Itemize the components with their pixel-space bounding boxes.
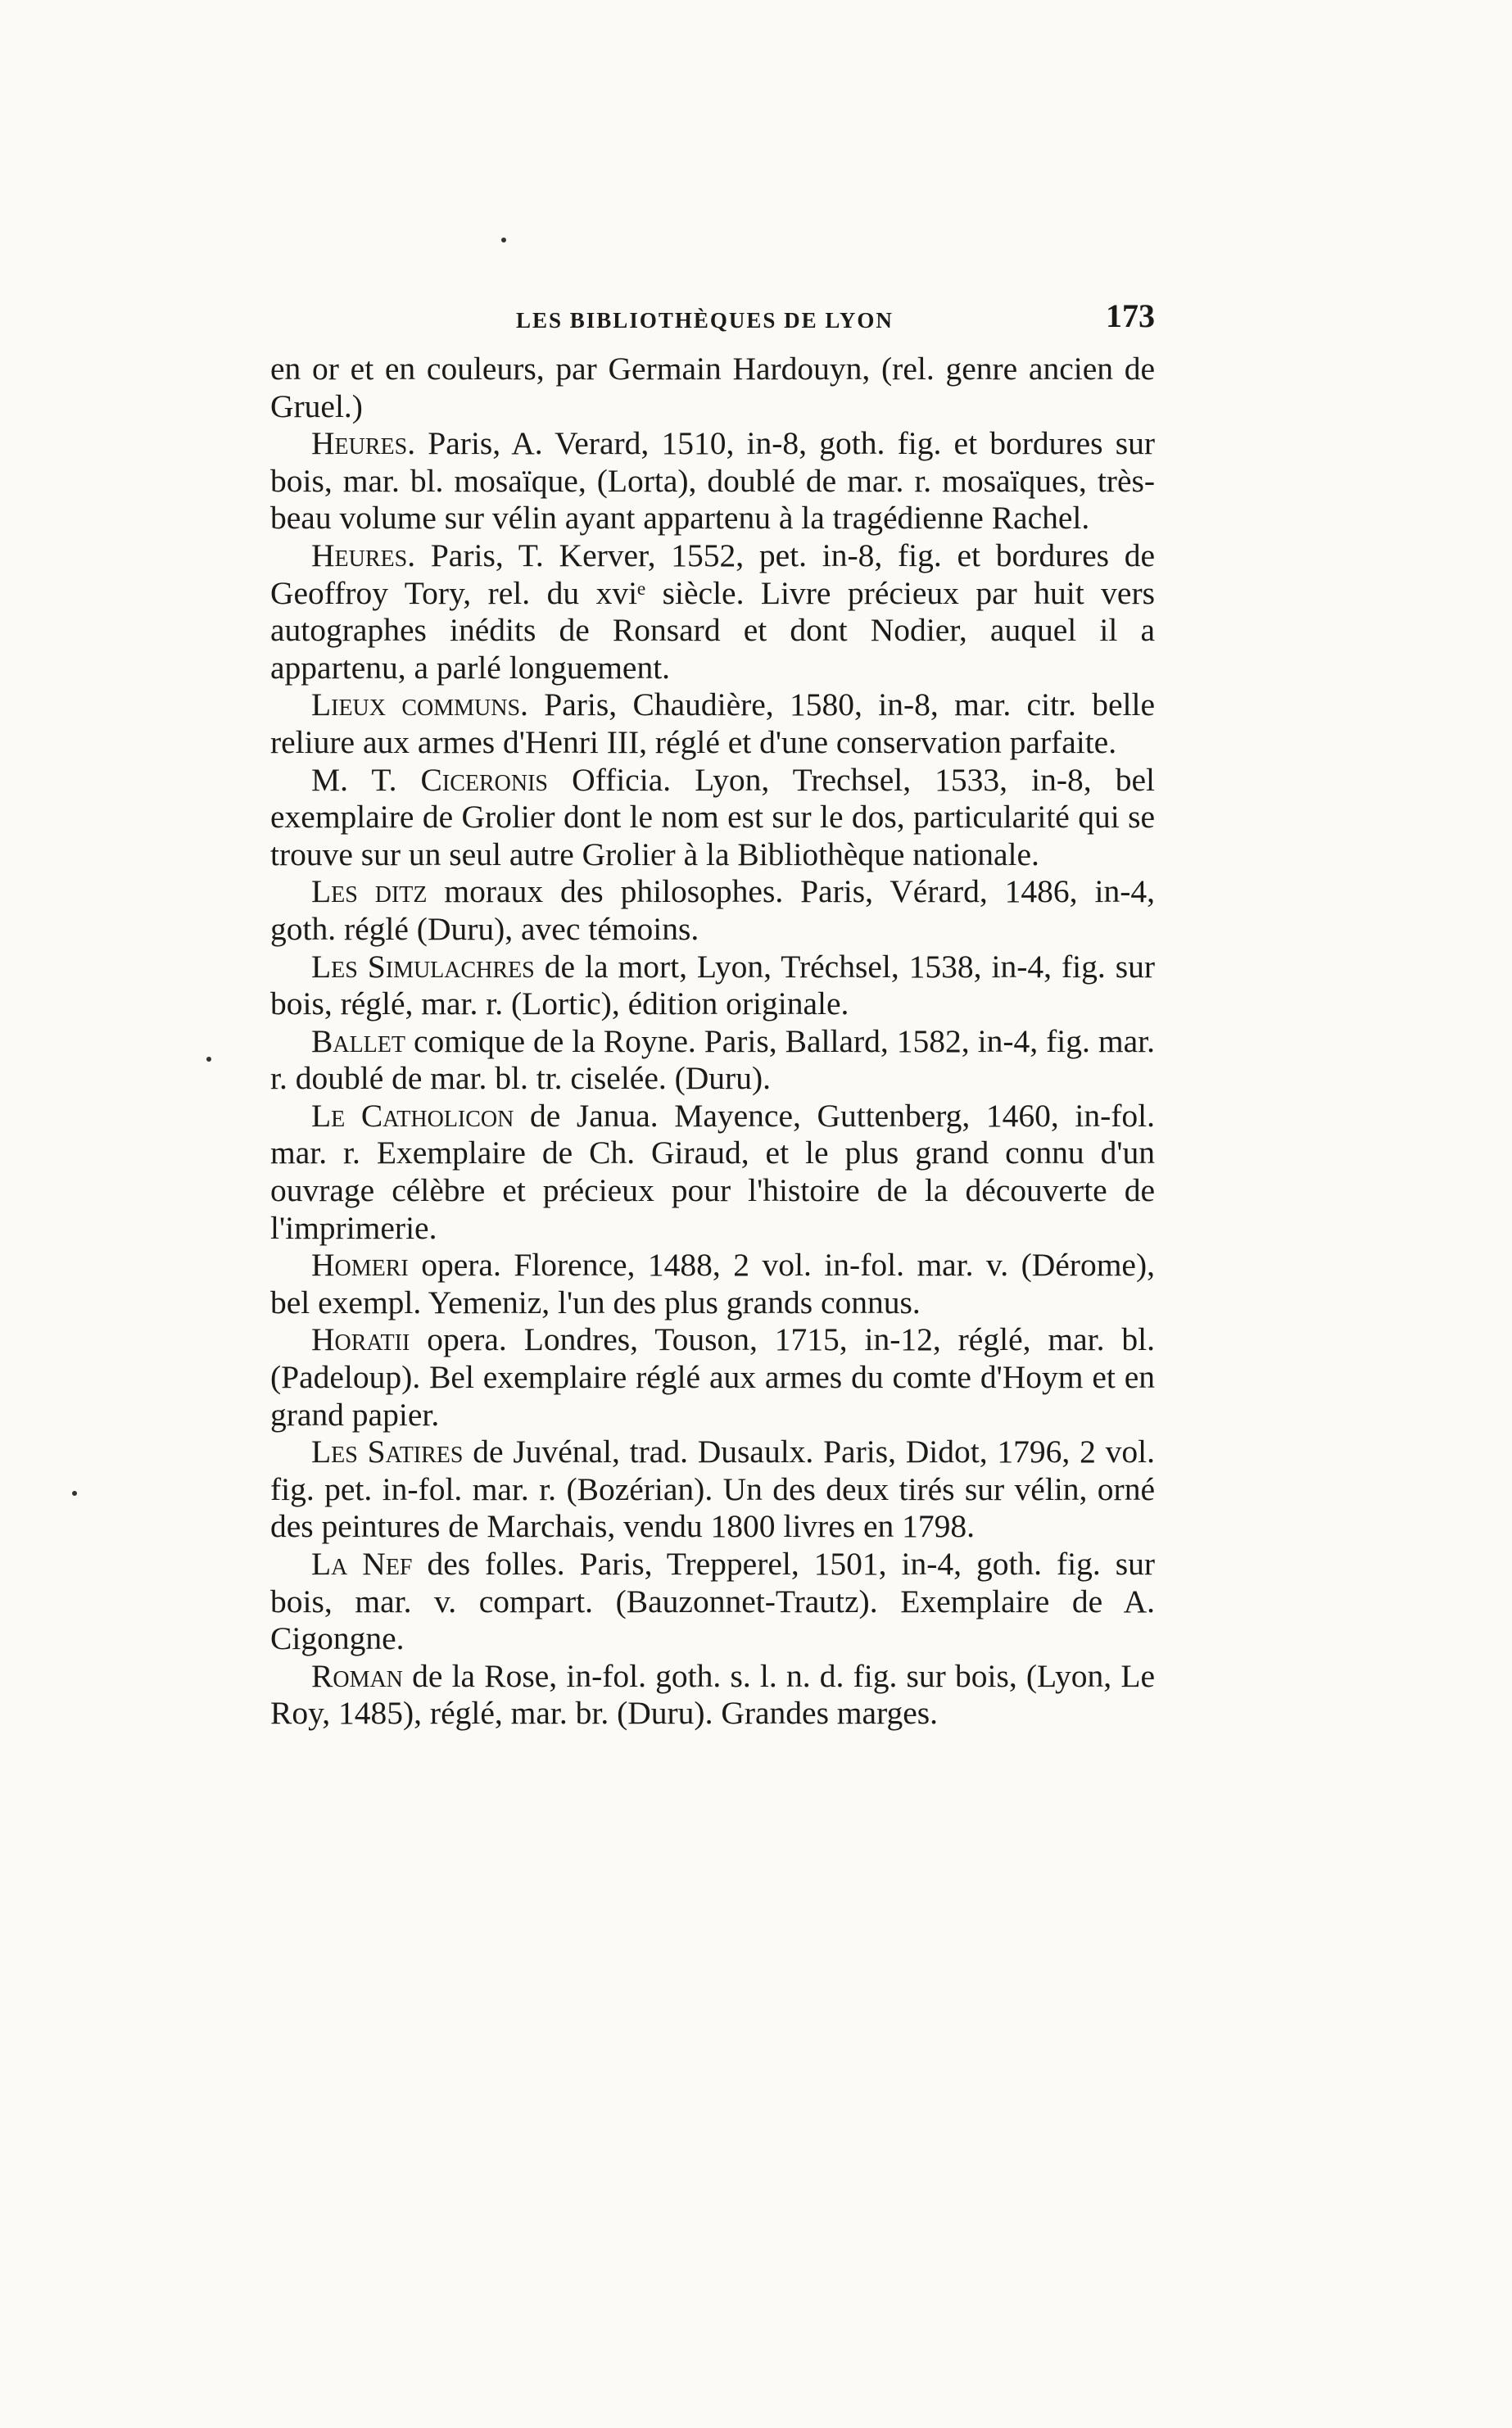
- catalogue-entry: [270, 425, 1155, 537]
- entry-lead: Heures: [311, 425, 408, 462]
- entry-lead: Les Simulachres: [311, 948, 535, 985]
- entry-lead: M. T. Ciceronis: [311, 761, 548, 798]
- print-speck: [206, 1057, 211, 1062]
- entry-text: de Janua. Mayence, Guttenberg, 1460, in-fol. mar. r. Exemplaire de Ch. Giraud, et le plus grand connu d'un ouvrage célèbre et précieux pour l'histoire de la découverte de l'imprimerie.: [270, 1097, 1155, 1246]
- page-header: [270, 297, 1155, 346]
- entry-lead: Les ditz: [311, 873, 428, 910]
- print-speck: [72, 1491, 77, 1496]
- print-speck: [501, 238, 506, 242]
- entry-lead: Horatii: [311, 1321, 410, 1358]
- entry-text: . Paris, T. Kerver, 1552, pet. in-8, fig. et bordures de Geoffroy Tory, rel. du xviᵉ siècle. Livre précieux par huit vers autographes inédits de Ronsard et dont Nodier, auquel il a appartenu, a parlé longuement.: [270, 537, 1155, 686]
- entry-lead: Les Satires: [311, 1434, 464, 1470]
- entry-text: de Juvénal, trad. Dusaulx. Paris, Didot, 1796, 2 vol. fig. pet. in-fol. mar. r. (Bozérian). Un des deux tirés sur vélin, orné des peintures de Marchais, vendu 1800 livres en 1798.: [270, 1434, 1155, 1545]
- entry-text: de la mort, Lyon, Tréchsel, 1538, in-4, fig. sur bois, réglé, mar. r. (Lortic), édition originale.: [270, 948, 1155, 1022]
- entry-lead: Heures: [311, 537, 408, 573]
- entry-text: . Paris, Chaudière, 1580, in-8, mar. citr. belle reliure aux armes d'Henri III, réglé et d'une conservation parfaite.: [270, 686, 1155, 760]
- entry-text: comique de la Royne. Paris, Ballard, 1582, in-4, fig. mar. r. doublé de mar. bl. tr. ciselée. (Duru).: [270, 1022, 1155, 1097]
- catalogue-entry: [270, 1098, 1155, 1247]
- catalogue-entry: [270, 1546, 1155, 1658]
- entry-text: moraux des philosophes. Paris, Vérard, 1486, in-4, goth. réglé (Duru), avec témoins.: [270, 873, 1155, 947]
- catalogue-entry: [270, 873, 1155, 948]
- entry-text: . Paris, A. Verard, 1510, in-8, goth. fig. et bordures sur bois, mar. bl. mosaïque, (Lorta), doublé de mar. r. mosaïques, très-beau volume sur vélin ayant appartenu à la tragédienne Rachel.: [270, 425, 1155, 537]
- catalogue-entry: [270, 1321, 1155, 1434]
- entry-lead: Lieux communs: [311, 686, 521, 723]
- catalogue-entry: [270, 762, 1155, 874]
- catalogue-list: [270, 351, 1155, 1733]
- catalogue-entry: [270, 1658, 1155, 1733]
- catalogue-entry: [270, 537, 1155, 686]
- entry-text: Officia. Lyon, Trechsel, 1533, in-8, bel exemplaire de Grolier dont le nom est sur le dos, particularité qui se trouve sur un seul autre Grolier à la Bibliothèque nationale.: [270, 761, 1155, 872]
- entry-text: des folles. Paris, Trepperel, 1501, in-4, goth. fig. sur bois, mar. v. compart. (Bauzonnet-Trautz). Exemplaire de A. Cigongne.: [270, 1546, 1155, 1657]
- catalogue-entry: [270, 1023, 1155, 1098]
- entry-lead: Ballet: [311, 1022, 405, 1059]
- page-number: 173: [1106, 297, 1155, 334]
- entry-lead: Roman: [311, 1657, 403, 1694]
- catalogue-entry: [270, 686, 1155, 761]
- catalogue-entry: [270, 351, 1155, 425]
- entry-text: opera. Londres, Touson, 1715, in-12, réglé, mar. bl. (Padeloup). Bel exemplaire réglé aux armes du comte d'Hoym et en grand papier.: [270, 1321, 1155, 1433]
- entry-text: en or et en couleurs, par Germain Hardouyn, (rel. genre ancien de Gruel.): [270, 351, 1155, 424]
- entry-lead: La Nef: [311, 1546, 413, 1582]
- entry-text: opera. Florence, 1488, 2 vol. in-fol. mar. v. (Dérome), bel exempl. Yemeniz, l'un des plus grands connus.: [270, 1247, 1155, 1320]
- entry-text: de la Rose, in-fol. goth. s. l. n. d. fig. sur bois, (Lyon, Le Roy, 1485), réglé, mar. br. (Duru). Grandes marges.: [270, 1657, 1155, 1732]
- running-title: LES BIBLIOTHÈQUES DE LYON: [516, 308, 894, 333]
- entry-lead: Homeri: [311, 1247, 409, 1284]
- catalogue-entry: [270, 1247, 1155, 1321]
- catalogue-entry: [270, 949, 1155, 1023]
- entry-lead: Le Catholicon: [311, 1097, 514, 1134]
- catalogue-entry: [270, 1434, 1155, 1546]
